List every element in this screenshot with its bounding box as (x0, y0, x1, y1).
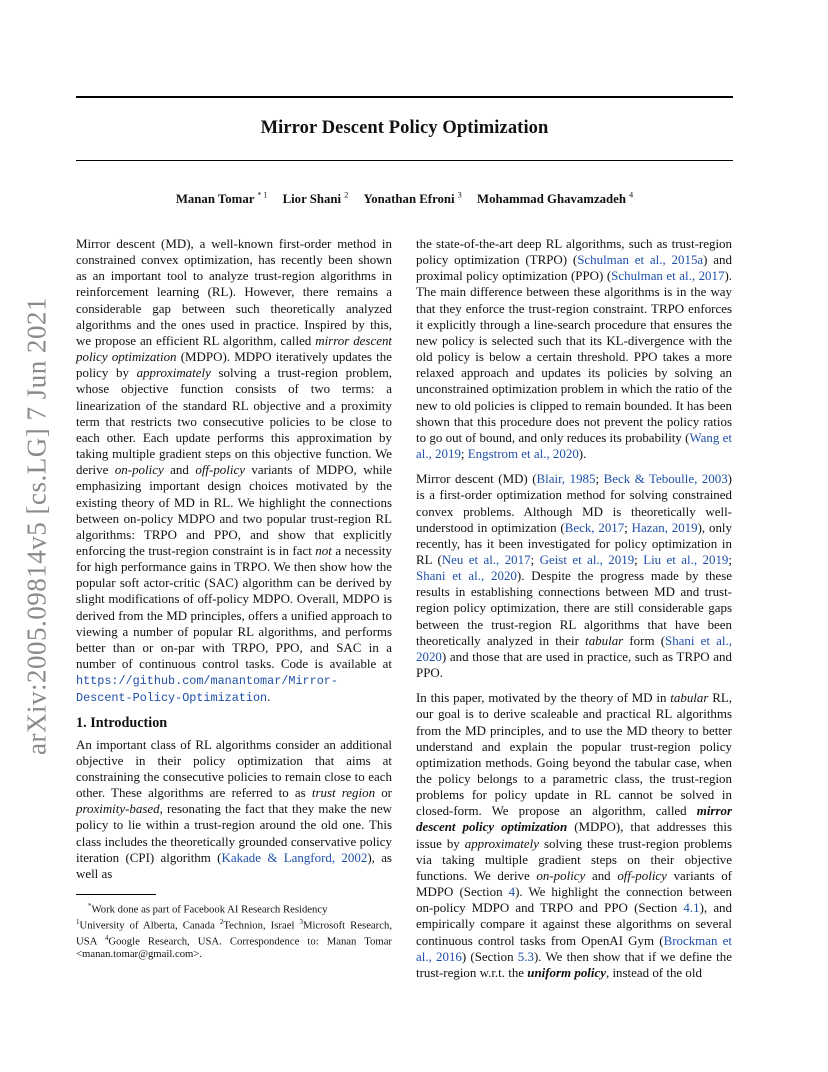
citation-link[interactable]: Wang et al., 2019 (416, 429, 732, 462)
citation-link[interactable]: Kakade & Langford, 2002 (221, 849, 368, 865)
citation-link[interactable]: Neu et al., 2017 (441, 551, 531, 567)
author: Manan Tomar $^{* 1}$ (175, 191, 268, 207)
footnote-divider (76, 894, 156, 895)
section-reference-link[interactable]: 5.3 (517, 948, 534, 964)
citation-link[interactable]: Engstrom et al., 2020 (467, 446, 579, 462)
title-top-rule (76, 96, 733, 98)
citation-link[interactable]: Schulman et al., 2017 (611, 268, 725, 284)
arxiv-sidebar-stamp (20, 298, 54, 754)
citation-link[interactable]: Schulman et al., 2015a (577, 252, 704, 268)
body-paragraph: Mirror descent (MD) (Blair, 1985; Beck & Teboulle, 2003) is a first-order optimization method for solving constrained convex problems. Although MD is theoretically well-understood in optimization (Beck, 2017; Hazan, 2019), only recently, has it been investigated for policy optimization in RL (Neu et al., 2017; Geist et al., 2019; Liu et al., 2019; Shani et al., 2020). Despite the progress made by these results in establishing connections between MD and trust-region policy optimization, there are still considerable gaps between the trust-region RL algorithms that have been theoretically analyzed in their tabular form (Shani et al., 2020) and those that are used in practice, such as TRPO and PPO. (416, 471, 733, 681)
code-repository-link[interactable]: https://github.com/manantomar/Mirror-Descent-Policy-Optimization (76, 674, 338, 706)
author: Mohammad Ghavamzadeh $^4$ (477, 191, 634, 207)
citation-link[interactable]: Shani et al., 2020 (416, 568, 517, 584)
section-heading-introduction: 1. Introduction (76, 714, 168, 731)
citation-link[interactable]: Geist et al., 2019 (539, 551, 635, 567)
right-column (416, 236, 732, 981)
section-reference-link[interactable]: 4.1 (683, 900, 700, 916)
author-list (76, 191, 733, 207)
paper-title: Mirror Descent Policy Optimization (260, 118, 549, 138)
citation-link[interactable]: Shani et al., 2020 (416, 632, 732, 664)
arxiv-identifier: arXiv:2005.09814v5 [cs.LG] 7 Jun 2021 (21, 297, 52, 755)
citation-link[interactable]: Hazan, 2019 (631, 519, 698, 535)
citation-link[interactable]: Brockman et al., 2016 (416, 932, 732, 964)
title-bottom-rule (76, 160, 733, 161)
left-column (76, 236, 392, 960)
citation-link[interactable]: Beck, 2017 (564, 519, 625, 535)
author: Lior Shani $^2$ (282, 191, 349, 207)
citation-link[interactable]: Blair, 1985 (536, 471, 596, 487)
body-paragraph: the state-of-the-art deep RL algorithms, such as trust-region policy optimization (TRPO) (Schulman et al., 2015a) and proximal policy optimization (PPO) (Schulman et al., 2017). The main difference between these algorithms is in the way that they enforce the trust-region constraint. TRPO enforces it explicitly through a line-search procedure that ensures the new policy is selected such that its KL-divergence with the old policy is below a certain threshold. PPO takes a more relaxed approach and updates its policies by solving an unconstrained optimization problem in which the ratio of the new to old policies is clipped to remain bounded. It has been shown that this procedure does not prevent the policy ratios to go out of bound, and only reduces its probability (Wang et al., 2019; Engstrom et al., 2020). (416, 236, 732, 462)
citation-link[interactable]: Liu et al., 2019 (643, 551, 729, 567)
author: Yonathan Efroni $^3$ (363, 191, 462, 207)
citation-link[interactable]: Beck & Teboulle, 2003 (603, 471, 728, 487)
body-paragraph: In this paper, motivated by the theory of MD in tabular RL, our goal is to derive scaleable and practical RL algorithms from the MD principles, and to use the MD theory to better understand and explain the popular trust-region policy optimization methods. Going beyond the tabular case, when the policy belongs to a parametric class, the trust-region problems for policy update in RL cannot be solved in closed-form. We propose an algorithm, called mirror descent policy optimization (MDPO), that addresses this issue by approximately solving these trust-region problems via taking multiple gradient steps on their objective functions. We derive on-policy and off-policy variants of MDPO (Section 4). We highlight the connection between on-policy MDPO and TRPO and PPO (Section 4.1), and empirically compare it against these algorithms on several continuous control tasks from OpenAI Gym (Brockman et al., 2016) (Section 5.3). We then show that if we define the trust-region w.r.t. the uniform policy, instead of the old (416, 690, 732, 980)
footnote: *Work done as part of Facebook AI Research Residency $^1$University of Alberta, Canada $^2$Technion, Israel $^3$Microsoft Research, USA $^4$Google Research, USA. Correspondence to: Manan Tomar <manan.tomar@gmail.com>. (76, 902, 392, 960)
intro-paragraph: An important class of RL algorithms consider an additional objective in their policy optimization that aims at constraining the consecutive policies to remain close to each other. These algorithms are referred to as trust region or proximity-based, resonating the fact that they make the new policy to lie within a trust-region around the old one. This class includes the theoretically grounded conservative policy iteration (CPI) algorithm (Kakade & Langford, 2002), as well as (76, 736, 392, 881)
section-reference-link[interactable]: 4 (508, 884, 516, 900)
abstract-paragraph: Mirror descent (MD), a well-known first-order method in constrained convex optimization, has recently been shown as an important tool to analyze trust-region algorithms in reinforcement learning (RL). However, there remains a considerable gap between such theoretically analyzed algorithms and the ones used in practice. Inspired by this, we propose an efficient RL algorithm, called mirror descent policy optimization (MDPO). MDPO iteratively updates the policy by approximately solving a trust-region problem, whose objective function consists of two terms: a linearization of the standard RL objective and a proximity term that restricts two consecutive policies to be close to each other. Each update performs this approximation by taking multiple gradient steps on this objective function. We derive on-policy and off-policy variants of MDPO, while emphasizing important design choices motivated by the existing theory of MD in RL. We highlight the connections between on-policy MDPO and two popular trust-region RL algorithms: TRPO and PPO, and show that explicitly enforcing the trust-region constraint is in fact not a necessity for high performance gains in TRPO. We then show how the popular soft actor-critic (SAC) algorithm can be derived by slight modifications of off-policy MDPO. Overall, MDPO is derived from the MD principles, offers a unified approach to viewing a number of popular RL algorithms, and performs better than or on-par with TRPO, PPO, and SAC in a number of continuous control tasks. Code is available at https://github.com/manantomar/Mirror-Descent-Policy-Optimization. (76, 236, 393, 706)
